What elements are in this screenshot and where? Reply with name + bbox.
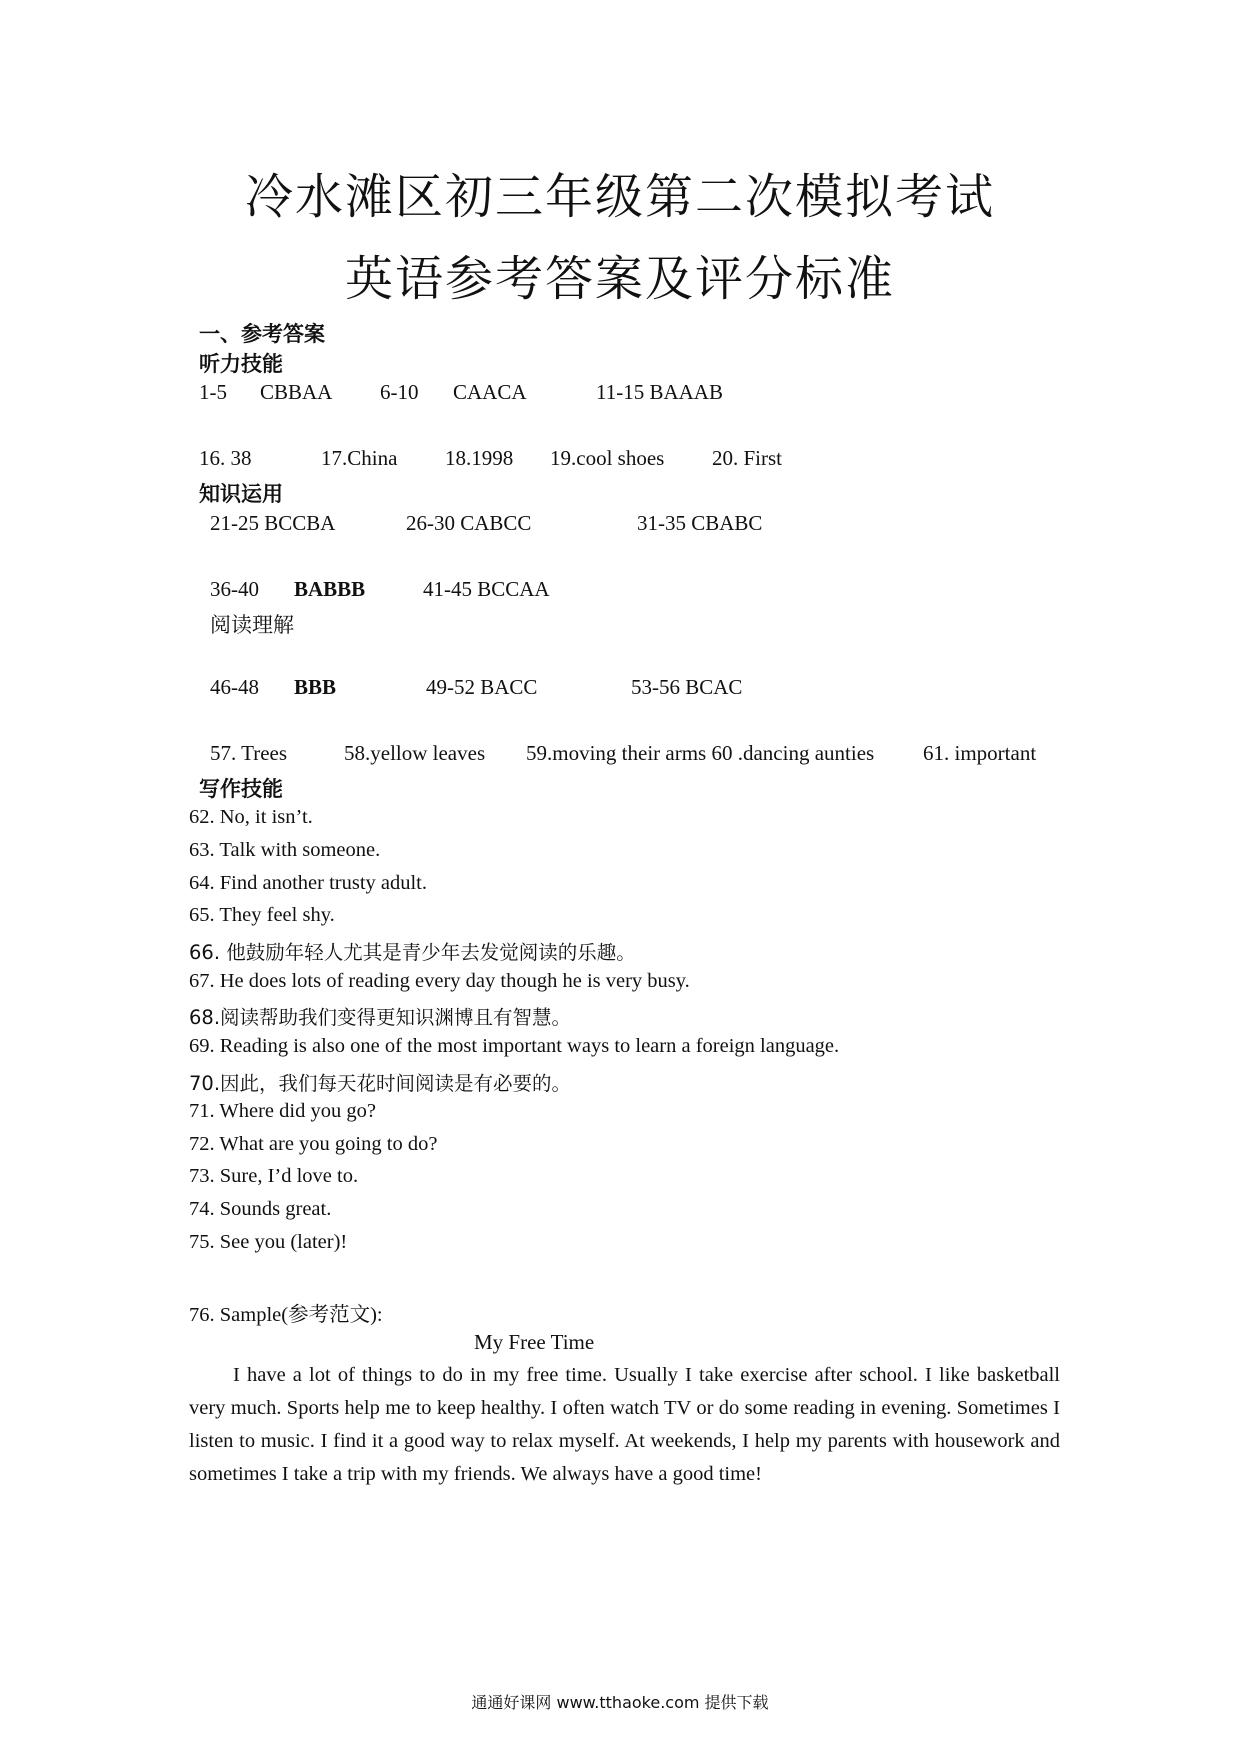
reading-heading: 阅读理解 [210, 613, 294, 637]
answer-range-keys: 41-45 BCCAA [423, 577, 550, 601]
answer-keys: CBBAA [260, 380, 333, 404]
writing-answer: 63. Talk with someone. [189, 839, 381, 861]
answer-item: 59.moving their arms 60 .dancing aunties [526, 741, 875, 765]
document-title: 冷水滩区初三年级第二次模拟考试 [244, 169, 995, 225]
writing-answer: 70.因此，我们每天花时间阅读是有必要的。 [189, 1072, 572, 1095]
sample-label: 76. Sample(参考范文): [189, 1304, 383, 1326]
writing-answer: 74. Sounds great. [189, 1198, 332, 1220]
essay-body: I have a lot of things to do in my free time. Usually I take exercise after school. I like basketball very much. Sports help me to keep healthy. I often watch TV or do some reading in evening. Sometimes I listen to music. I find it a good way to relax myself. At weekends, I help my parents with housework and sometimes I take a trip with my friends. We always have a good time! [189, 1364, 1060, 1485]
answer-keys: BABBB [294, 577, 366, 601]
writing-answer: 72. What are you going to do? [189, 1133, 438, 1155]
answer-range-keys: 31-35 CBABC [637, 511, 763, 535]
listening-heading: 听力技能 [199, 352, 283, 376]
writing-answer: 64. Find another trusty adult. [189, 872, 428, 894]
writing-answer: 62. No, it isn’t. [189, 806, 313, 828]
answer-range: 6-10 [380, 380, 419, 404]
answer-range: 46-48 [210, 675, 259, 699]
answer-keys: BBB [294, 675, 337, 699]
document-subtitle: 英语参考答案及评分标准 [344, 251, 895, 307]
writing-answer: 68.阅读帮助我们变得更知识渊博且有智慧。 [189, 1006, 572, 1029]
writing-answer: 75. See you (later)! [189, 1231, 348, 1253]
answer-range: 1-5 [199, 380, 227, 404]
writing-answer: 65. They feel shy. [189, 904, 335, 926]
answer-item: 17.China [321, 446, 398, 470]
writing-answer: 69. Reading is also one of the most important ways to learn a foreign language. [189, 1035, 840, 1057]
answer-keys: CAACA [453, 380, 527, 404]
writing-answer: 67. He does lots of reading every day though he is very busy. [189, 970, 690, 992]
answer-range-keys: 49-52 BACC [426, 675, 538, 699]
essay-title: My Free Time [474, 1330, 595, 1354]
section-heading-answers: 一、参考答案 [199, 322, 325, 346]
page-footer: 通通好课网 www.tthaoke.com 提供下载 [471, 1693, 769, 1712]
answer-range-keys: 26-30 CABCC [406, 511, 532, 535]
answer-item: 19.cool shoes [550, 446, 665, 470]
answer-range-keys: 21-25 BCCBA [210, 511, 336, 535]
answer-item: 20. First [712, 446, 783, 470]
knowledge-heading: 知识运用 [199, 482, 283, 506]
writing-answer: 71. Where did you go? [189, 1100, 376, 1122]
answer-range-keys: 11-15 BAAAB [596, 380, 723, 404]
writing-heading: 写作技能 [199, 777, 283, 801]
answer-item: 57. Trees [210, 741, 288, 765]
answer-range-keys: 53-56 BCAC [631, 675, 743, 699]
answer-item: 61. important [923, 741, 1037, 765]
writing-answer: 73. Sure, I’d love to. [189, 1165, 359, 1187]
answer-item: 16. 38 [199, 446, 252, 470]
answer-item: 18.1998 [445, 446, 514, 470]
answer-item: 58.yellow leaves [344, 741, 486, 765]
writing-answer: 66. 他鼓励年轻人尤其是青少年去发觉阅读的乐趣。 [189, 941, 636, 964]
answer-range: 36-40 [210, 577, 259, 601]
